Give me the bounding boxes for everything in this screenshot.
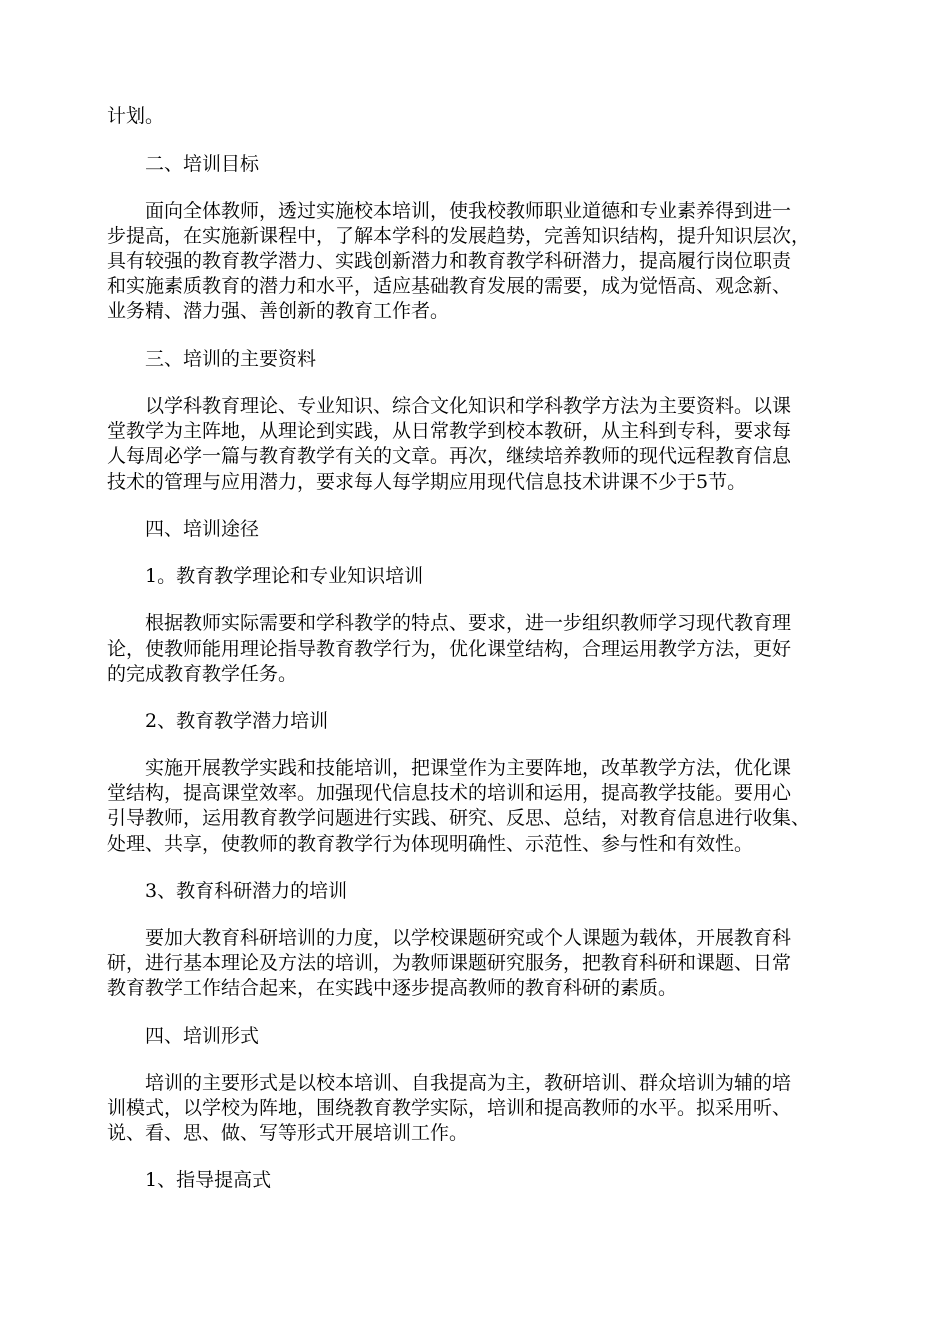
text-line: 堂结构，提高课堂效率。加强现代信息技术的培训和运用，提高教学技能。要用心 bbox=[107, 782, 792, 804]
text-line: 研，进行基本理论及方法的培训，为教师课题研究服务，把教育科研和课题、日常 bbox=[107, 952, 792, 974]
text-line: 堂教学为主阵地，从理论到实践，从日常教学到校本教研，从主科到专科，要求每 bbox=[107, 420, 792, 442]
text-line: 引导教师，运用教育教学问题进行实践、研究、反思、总结，对教育信息进行收集、 bbox=[107, 807, 811, 829]
section-heading: 四、培训形式 bbox=[107, 1025, 260, 1047]
text-line: 人每周必学一篇与教育教学有关的文章。再次，继续培养教师的现代远程教育信息 bbox=[107, 445, 792, 467]
text-line: 具有较强的教育教学潜力、实践创新潜力和教育教学科研潜力，提高履行岗位职责 bbox=[107, 250, 792, 272]
text-line: 教育教学工作结合起来，在实践中逐步提高教师的教育科研的素质。 bbox=[107, 977, 678, 999]
section-heading: 四、培训途径 bbox=[107, 518, 260, 540]
text-line: 根据教师实际需要和学科教学的特点、要求，进一步组织教师学习现代教育理 bbox=[107, 612, 792, 634]
text-line: 技术的管理与应用潜力，要求每人每学期应用现代信息技术讲课不少于5节。 bbox=[107, 471, 747, 493]
text-line: 实施开展教学实践和技能培训，把课堂作为主要阵地，改革教学方法，优化课 bbox=[107, 757, 792, 779]
text-line: 业务精、潜力强、善创新的教育工作者。 bbox=[107, 300, 450, 322]
subsection-heading: 2、教育教学潜力培训 bbox=[107, 710, 329, 732]
text-line: 要加大教育科研培训的力度，以学校课题研究或个人课题为载体，开展教育科 bbox=[107, 927, 792, 949]
text-line: 以学科教育理论、专业知识、综合文化知识和学科教学方法为主要资料。以课 bbox=[107, 395, 792, 417]
text-line: 和实施素质教育的潜力和水平，适应基础教育发展的需要，成为觉悟高、观念新、 bbox=[107, 275, 792, 297]
text-line: 步提高，在实施新课程中，了解本学科的发展趋势，完善知识结构，提升知识层次， bbox=[107, 225, 811, 247]
subsection-heading: 3、教育科研潜力的培训 bbox=[107, 880, 348, 902]
text-line: 说、看、思、做、写等形式开展培训工作。 bbox=[107, 1122, 469, 1144]
text-line: 训模式，以学校为阵地，围绕教育教学实际，培训和提高教师的水平。拟采用听、 bbox=[107, 1097, 792, 1119]
subsection-heading: 1、指导提高式 bbox=[107, 1169, 272, 1191]
text-line: 的完成教育教学任务。 bbox=[107, 663, 298, 685]
text-line: 处理、共享，使教师的教育教学行为体现明确性、示范性、参与性和有效性。 bbox=[107, 833, 754, 855]
section-heading: 二、培训目标 bbox=[107, 153, 260, 175]
text-line: 计划。 bbox=[107, 105, 165, 127]
text-line: 论，使教师能用理论指导教育教学行为，优化课堂结构，合理运用教学方法，更好 bbox=[107, 638, 792, 660]
subsection-heading: 1。教育教学理论和专业知识培训 bbox=[107, 565, 424, 587]
text-line: 培训的主要形式是以校本培训、自我提高为主，教研培训、群众培训为辅的培 bbox=[107, 1072, 792, 1094]
section-heading: 三、培训的主要资料 bbox=[107, 348, 317, 370]
text-line: 面向全体教师，透过实施校本培训，使我校教师职业道德和专业素养得到进一 bbox=[107, 200, 792, 222]
